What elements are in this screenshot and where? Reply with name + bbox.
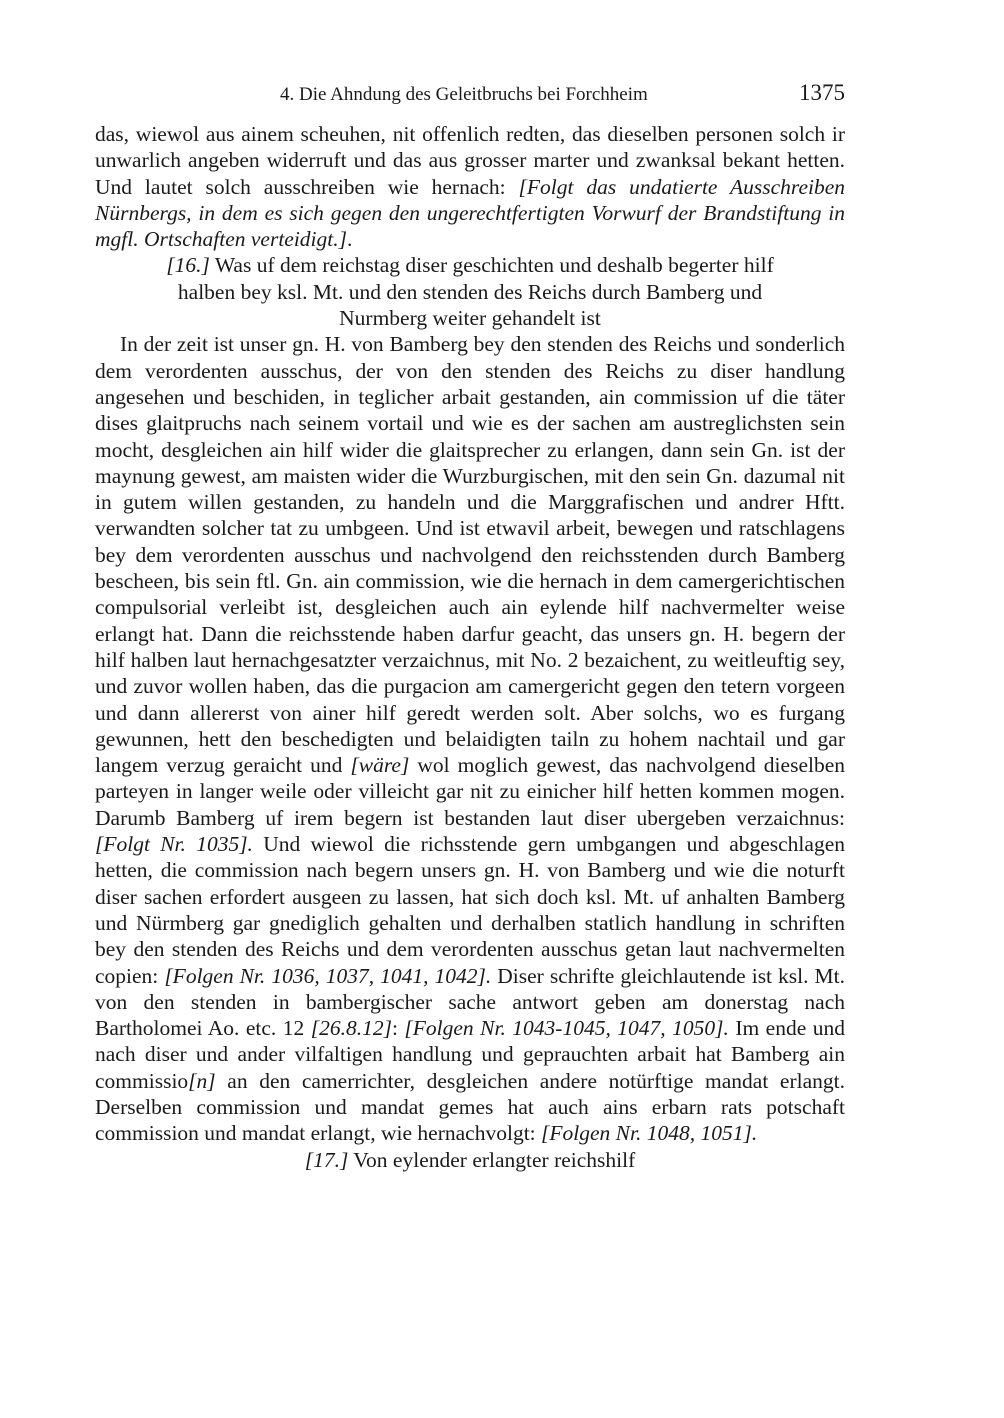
section-title: Von eylender erlangter reichshilf: [348, 1147, 636, 1172]
text-run: In der zeit ist unser gn. H. von Bamberg bey den stenden des Reichs und sonderlich dem verordenten ausschus, der von den stenden des Reichs zu diser handlung angesehen und beschiden, in teglicher arbait gestanden, ain commission uf die täter dises glaitpruchs nach seinem vortail und wie es der sachen am austreglichsten sein mocht, desgleichen ain hilf wider die glaitsprecher zu erlangen, dann sein Gn. ist der maynung gewest, am maisten wider die Wurzburgischen, mit den sein Gn. dazumal nit in gutem willen gestanden, zu handeln und die Marggrafischen und andrer Hftt. verwandten solcher tat zu umbgeen. Und ist etwavil arbeit, bewegen und ratschlagens bey dem verordenten ausschus und nachvolgend den reichsstenden durch Bamberg bescheen, bis sein ftl. Gn. ain commission, wie die hernach in dem camergerichtischen compulsorial verleibt ist, desgleichen auch ain eylende hilf nachvermelter weise erlangt hat. Dann die reichsstende haben darfur geacht, das unsers gn. H. begern der hilf halben laut hernachgesatzter verzaichnus, mit No. 2 bezaichent, zu weitleuftig sey, und zuvor wollen haben, das die purgacion am camergericht gegen den tetern vorgeen und dann allererst von ainer hilf geredt werden solt. Aber solchs, wo es furgang gewunnen, hett den beschedigten und belaidigten tailn zu hohem nachtail und gar langem verzug geraicht und: [95, 332, 845, 778]
running-title: 4. Die Ahndung des Geleitbruchs bei Forchheim: [280, 84, 648, 105]
paragraph-2: [95, 331, 845, 1146]
section-title: Was uf dem reichstag diser geschichten und deshalb begerter hilf halben bey ksl. Mt. und den stenden des Reichs durch Bamberg und Nurmberg weiter gehandelt ist: [177, 253, 774, 331]
editorial-note: [Folgen Nr. 1048, 1051].: [541, 1121, 758, 1146]
editorial-note: [Folgen Nr. 1036, 1037, 1041, 1042].: [164, 963, 492, 988]
body-text: [95, 121, 845, 1173]
paragraph-1: [95, 121, 845, 252]
text-run: :: [391, 1016, 405, 1041]
editorial-note: [Folgt Nr. 1035].: [95, 832, 253, 857]
text-run: an den camerrichter, desgleichen andere notürftige mandat erlangt. Derselben commission und mandat gemes hat auch ains erbarn rats potschaft commission und mandat erlangt, wie hernachvolgt:: [95, 1068, 845, 1146]
text-run: Diser schrifte gleichlautende ist ksl. Mt. von den stenden in bambergischer sache antwort geben am donerstag nach Bartholomei Ao. etc. 12: [95, 963, 845, 1041]
section-number: [16.]: [166, 253, 210, 278]
text-run: .: [347, 227, 353, 252]
editorial-note: [Folgen Nr. 1043-1045, 1047, 1050].: [404, 1016, 729, 1041]
section-heading-16: [95, 252, 845, 331]
editorial-note: [n]: [188, 1068, 216, 1093]
page-number: 1375: [799, 80, 845, 105]
section-heading-17: [95, 1147, 845, 1173]
text-run: Und wiewol die richsstende gern umbgangen und abgeschlagen hetten, die commission nach begern unsers gn. H. von Bamberg und wie die noturft diser sachen erfordert ausgeen zu lassen, hat sich doch ksl. Mt. uf anhalten Bamberg und Nürmberg gar gnediglich gehalten und derhalben statlich handlung in schriften bey den stenden des Reichs und dem verordenten ausschus getan laut nachvermelten copien:: [95, 832, 845, 988]
editorial-note: [wäre]: [350, 753, 410, 778]
text-run: Im ende und nach diser und ander vilfaltigen handlung und geprauchten arbait hat Bamberg ain commissio: [95, 1016, 845, 1093]
section-number: [17.]: [304, 1147, 349, 1172]
editorial-note: [Folgt das undatierte Ausschreiben Nürnbergs, in dem es sich gegen den ungerechtfertigten Vorwurf der Brandstiftung in mgfl. Ortschaften verteidigt.]: [95, 174, 845, 252]
text-run: wol moglich gewest, das nachvolgend dieselben parteyen in langer weile oder villeicht gar nit zu einicher hilf hetten kommen mogen. Darumb Bamberg uf irem begern ist bestanden laut diser ubergeben verzaichnus:: [95, 753, 845, 830]
editorial-note: [26.8.12]: [310, 1016, 392, 1041]
text-run: das, wiewol aus ainem scheuhen, nit offenlich redten, das dieselben personen solch ir unwarlich angeben widerruft und das aus grosser marter und zwanksal bekant hetten. Und lautet solch ausschreiben wie hernach:: [95, 122, 845, 199]
running-header: [95, 80, 845, 108]
